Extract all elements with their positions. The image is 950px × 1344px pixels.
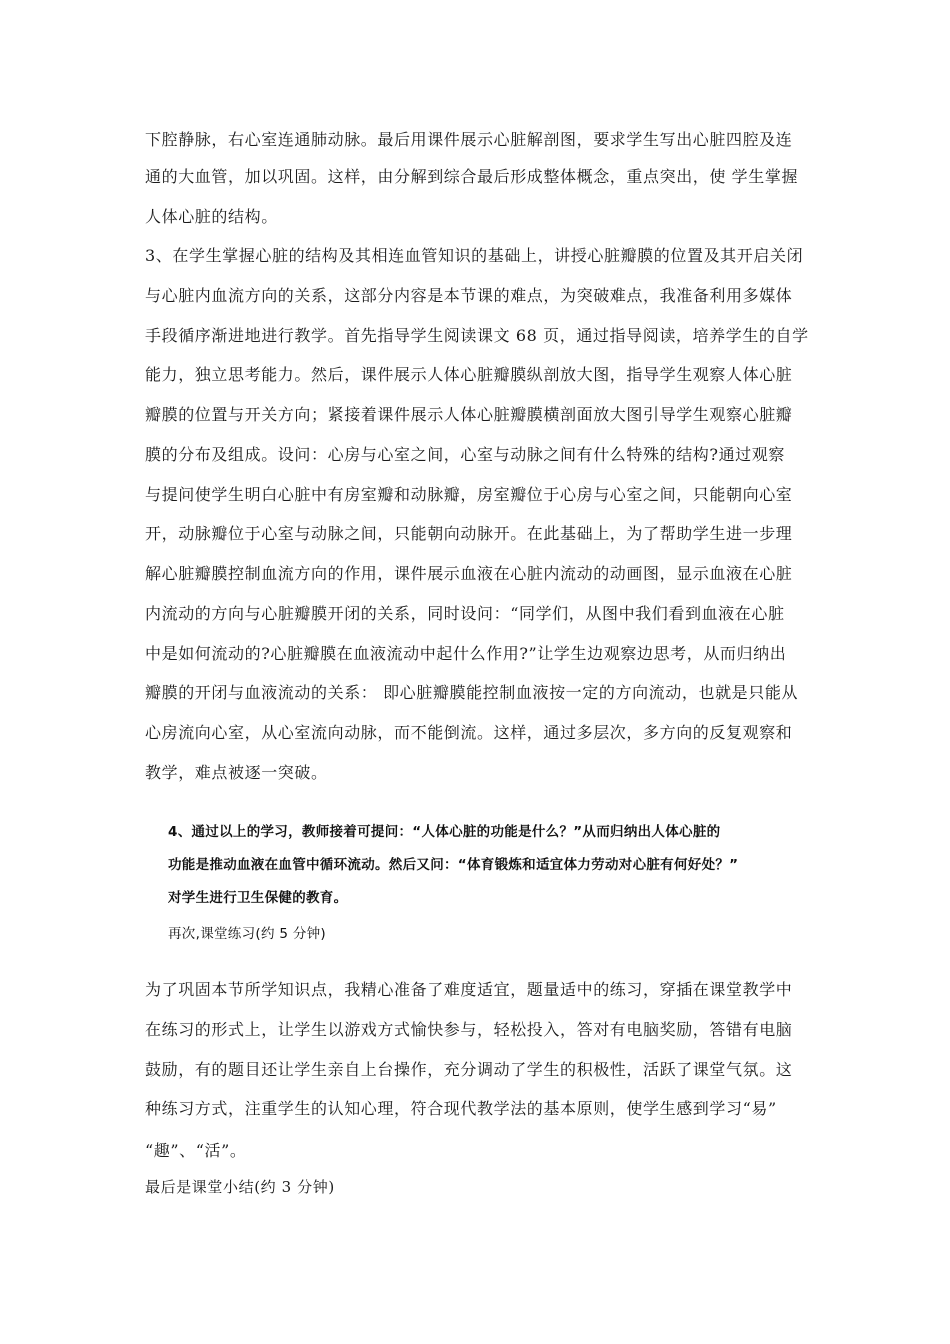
paragraph-1-line-1: 下腔静脉，右心室连通肺动脉。最后用课件展示心脏解剖图，要求学生写出心脏四腔及连 (145, 130, 793, 149)
paragraph-2-line-8: 开，动脉瓣位于心室与动脉之间，只能朝向动脉开。在此基础上，为了帮助学生进一步理 (145, 524, 793, 543)
paragraph-3-line-1: 为了巩固本节所学知识点，我精心准备了难度适宜，题量适中的练习，穿插在课堂教学中 (145, 980, 793, 999)
scanned-line-2: 功能是推动血液在血管中循环流动。然后又问：“体育锻炼和适宜体力劳动对心脏有何好处？” (168, 857, 739, 873)
paragraph-2-line-5: 瓣膜的位置与开关方向；紧接着课件展示人体心脏瓣膜横剖面放大图引导学生观察心脏瓣 (145, 405, 793, 424)
paragraph-2-line-14: 教学，难点被逐一突破。 (145, 763, 328, 782)
paragraph-2-line-9: 解心脏瓣膜控制血流方向的作用，课件展示血液在心脏内流动的动画图，显示血液在心脏 (145, 564, 793, 583)
paragraph-2-line-13: 心房流向心室，从心室流向动脉，而不能倒流。这样，通过多层次，多方向的反复观察和 (145, 723, 793, 742)
paragraph-3-line-3: 鼓励，有的题目还让学生亲自上台操作，充分调动了学生的积极性，活跃了课堂气氛。这 (145, 1060, 793, 1079)
paragraph-2-line-2: 与心脏内血流方向的关系，这部分内容是本节课的难点，为突破难点，我准备利用多媒体 (145, 286, 793, 305)
scanned-heading: 再次,课堂练习(约 5 分钟) (168, 926, 326, 942)
paragraph-1-line-3: 人体心脏的结构。 (145, 207, 278, 226)
closing-heading: 最后是课堂小结(约 3 分钟) (145, 1178, 335, 1196)
paragraph-2-line-6: 膜的分布及组成。设问：心房与心室之间，心室与动脉之间有什么特殊的结构?通过观察 (145, 445, 785, 464)
paragraph-3-line-2: 在练习的形式上，让学生以游戏方式愉快参与，轻松投入，答对有电脑奖励，答错有电脑 (145, 1020, 793, 1039)
paragraph-2-line-10: 内流动的方向与心脏瓣膜开闭的关系，同时设问：“同学们，从图中我们看到血液在心脏 (145, 604, 785, 623)
paragraph-3-line-5: “趣”、“活”。 (145, 1141, 247, 1160)
paragraph-3-line-4: 种练习方式，注重学生的认知心理，符合现代教学法的基本原则，使学生感到学习“易” (145, 1099, 777, 1118)
scanned-line-1: 4、通过以上的学习，教师接着可提问：“人体心脏的功能是什么？”从而归纳出人体心脏的 (168, 824, 721, 840)
paragraph-1-line-2: 通的大血管，加以巩固。这样，由分解到综合最后形成整体概念，重点突出，使 学生掌握 (145, 167, 799, 186)
paragraph-2-line-11: 中是如何流动的?心脏瓣膜在血液流动中起什么作用?”让学生边观察边思考，从而归纳出 (145, 644, 787, 663)
paragraph-2-line-3: 手段循序渐进地进行教学。首先指导学生阅读课文 68 页，通过指导阅读，培养学生的自学 (145, 326, 809, 345)
paragraph-2-line-7: 与提问使学生明白心脏中有房室瓣和动脉瓣，房室瓣位于心房与心室之间，只能朝向心室 (145, 485, 793, 504)
paragraph-2-line-4: 能力，独立思考能力。然后，课件展示人体心脏瓣膜纵剖放大图，指导学生观察人体心脏 (145, 365, 793, 384)
scanned-line-3: 对学生进行卫生保健的教育。 (168, 890, 348, 906)
paragraph-2-line-12: 瓣膜的开闭与血液流动的关系： 即心脏瓣膜能控制血液按一定的方向流动，也就是只能从 (145, 683, 799, 702)
paragraph-2-line-1: 3、在学生掌握心脏的结构及其相连血管知识的基础上，讲授心脏瓣膜的位置及其开启关闭 (145, 246, 804, 265)
